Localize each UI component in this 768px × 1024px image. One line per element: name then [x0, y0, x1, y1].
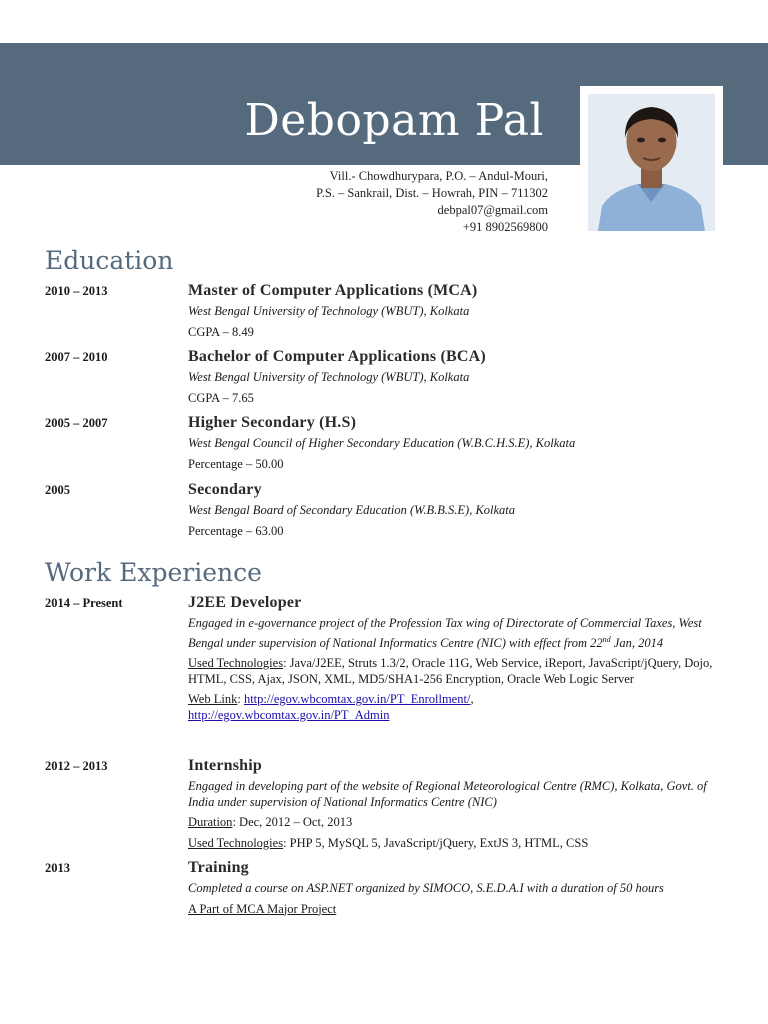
entry-years: 2010 – 2013 [45, 284, 108, 298]
training-note: A Part of MCA Major Project [188, 901, 337, 916]
duration: Duration: Dec, 2012 – Oct, 2013 [188, 815, 353, 829]
entry-score: Percentage – 50.00 [188, 456, 284, 471]
phone-text: +91 8902569800 [462, 220, 548, 234]
entry-institution: West Bengal University of Technology (WBUT), Kolkata [188, 370, 470, 384]
entry-title: Secondary [188, 481, 262, 498]
entry-institution: West Bengal Board of Secondary Education (W.B.B.S.E), Kolkata [188, 503, 516, 517]
entry-description: Engaged in e-governance project of the Profession Tax wing of Directorate of Commercial Taxes, West Bengal under supervision of National Informatics Centre (NIC) with effect from 22nd Jan, 2014 [188, 616, 702, 650]
entry-title: Higher Secondary (H.S) [188, 414, 357, 431]
contact-block [316, 168, 548, 236]
candidate-name: Debopam Pal [244, 95, 544, 146]
entry-institution: West Bengal University of Technology (WBUT), Kolkata [188, 304, 470, 318]
entry-title: Internship [188, 757, 263, 774]
entry-title: Training [188, 859, 249, 876]
profile-photo-illustration [588, 94, 715, 231]
entry-score: CGPA – 8.49 [188, 324, 254, 339]
entry-score: CGPA – 7.65 [188, 390, 254, 405]
used-technologies: Used Technologies: PHP 5, MySQL 5, JavaScript/jQuery, ExtJS 3, HTML, CSS [188, 835, 589, 850]
entry-description: Engaged in developing part of the website of Regional Meteorological Centre (RMC), Kolkata, Govt. of India under supervision of National Informatics Centre (NIC) [188, 779, 707, 809]
entry-years: 2013 [45, 861, 70, 875]
web-link-admin[interactable]: http://egov.wbcomtax.gov.in/PT_Admin [188, 707, 390, 722]
profile-photo [588, 94, 715, 231]
email-text: debpal07@gmail.com [437, 203, 548, 217]
entry-score: Percentage – 63.00 [188, 523, 284, 538]
used-technologies: Used Technologies: Java/J2EE, Struts 1.3/2, Oracle 11G, Web Service, iReport, JavaScript/jQuery, Dojo, HTML, CSS, Ajax, JSON, XML, MD5/SHA1-256 Encryption, Oracle Web Logic Server [188, 656, 713, 686]
entry-description: Completed a course on ASP.NET organized by SIMOCO, S.E.D.A.I with a duration of 50 hours [188, 881, 664, 895]
work-experience-heading: Work Experience [45, 558, 262, 587]
entry-years: 2014 – Present [45, 596, 123, 610]
entry-years: 2007 – 2010 [45, 350, 108, 364]
entry-years: 2012 – 2013 [45, 759, 108, 773]
entry-title: Bachelor of Computer Applications (BCA) [188, 348, 486, 365]
address-line-1: Vill.- Chowdhurypara, P.O. – Andul-Mouri, [329, 169, 548, 183]
entry-institution: West Bengal Council of Higher Secondary Education (W.B.C.H.S.E), Kolkata [188, 436, 576, 450]
web-link-enrollment[interactable]: http://egov.wbcomtax.gov.in/PT_Enrollment/ [243, 692, 471, 707]
entry-title: Master of Computer Applications (MCA) [188, 282, 478, 299]
entry-years: 2005 – 2007 [45, 416, 108, 430]
entry-title: J2EE Developer [188, 594, 302, 611]
address-line-2: P.S. – Sankrail, Dist. – Howrah, PIN – 711302 [316, 186, 548, 200]
education-heading: Education [45, 246, 174, 275]
web-links: Web Link: http://egov.wbcomtax.gov.in/PT_Enrollment/, http://egov.wbcomtax.gov.in/PT_Admin [188, 692, 474, 722]
entry-years: 2005 [45, 483, 70, 497]
profile-photo-frame [580, 86, 723, 235]
